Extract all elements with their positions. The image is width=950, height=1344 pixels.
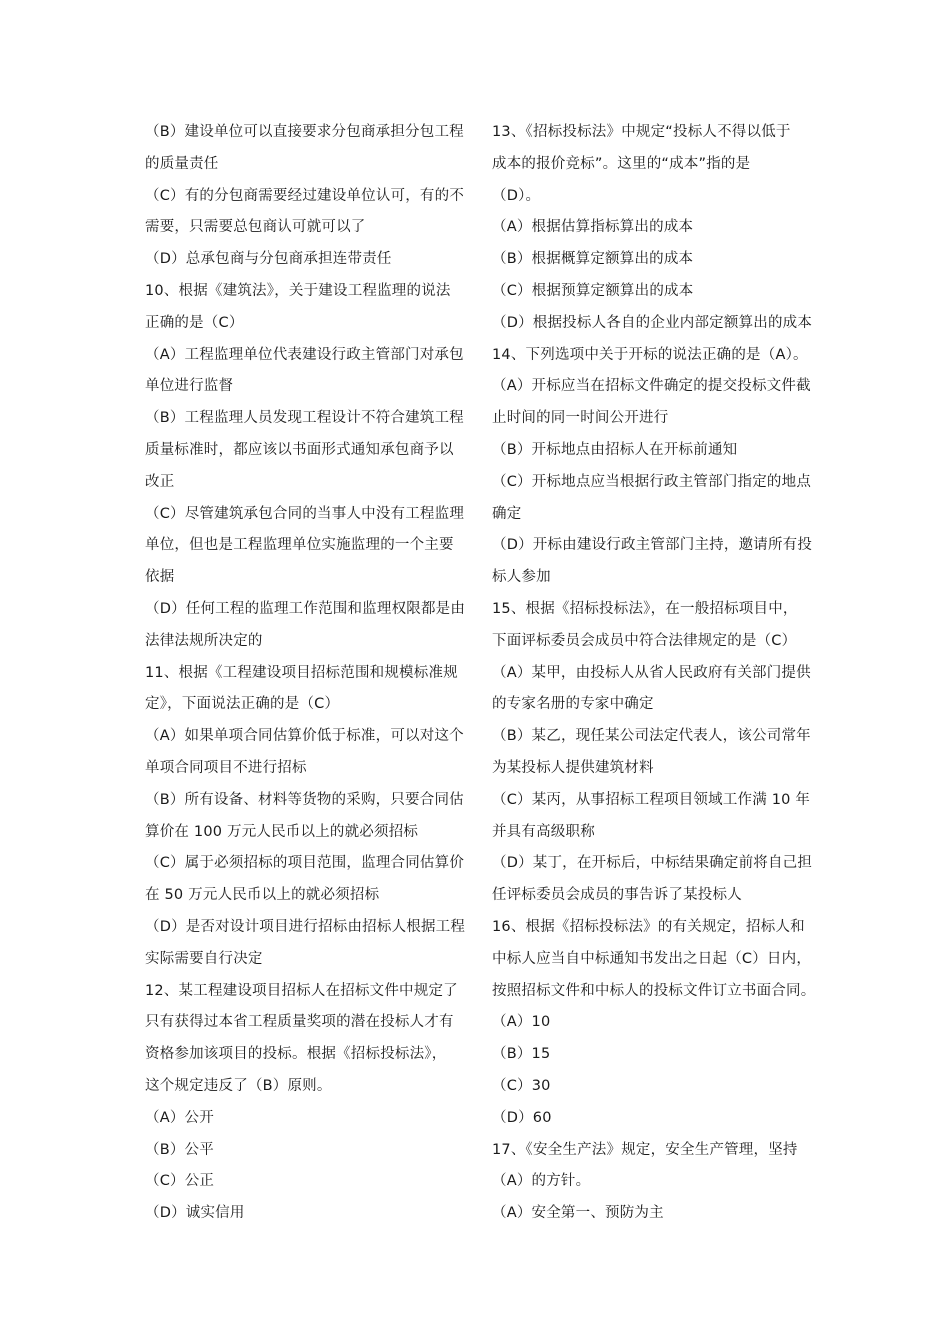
left-column-line: 的质量责任 <box>145 155 219 172</box>
right-column-line: （B）15 <box>492 1046 551 1063</box>
left-column-line: （B）所有设备、材料等货物的采购，只要合同估 <box>145 791 464 808</box>
left-column-line: （C）尽管建筑承包合同的当事人中没有工程监理 <box>145 505 465 522</box>
right-column-line: 止时间的同一时间公开进行 <box>492 410 669 427</box>
left-column-line: 单项合同项目不进行招标 <box>145 759 307 776</box>
left-column-line: （A）工程监理单位代表建设行政主管部门对承包 <box>145 346 464 363</box>
left-column-line: 11、根据《工程建设项目招标范围和规模标准规 <box>145 664 458 681</box>
left-column-line: （C）有的分包商需要经过建设单位认可，有的不 <box>145 187 465 204</box>
right-column-line: （D）某丁，在开标后，中标结果确定前将自己担 <box>492 855 813 872</box>
left-column-line: （D）诚实信用 <box>145 1205 245 1222</box>
right-column-line: 15、根据《招标投标法》，在一般招标项目中， <box>492 600 798 617</box>
left-column-line: 需要，只需要总包商认可就可以了 <box>145 219 366 236</box>
left-column-line: 定》，下面说法正确的是（C） <box>145 696 340 713</box>
right-column-line: （D）根据投标人各自的企业内部定额算出的成本 <box>492 314 813 331</box>
left-column-line: 资格参加该项目的投标。根据《招标投标法》， <box>145 1046 447 1063</box>
right-column-line: （C）某丙，从事招标工程项目领域工作满 10 年 <box>492 791 811 808</box>
left-column-line: （C）属于必须招标的项目范围，监理合同估算价 <box>145 855 465 872</box>
left-column-line: 依据 <box>145 569 175 586</box>
right-column-line: （B）根据概算定额算出的成本 <box>492 251 694 268</box>
left-column-line: 12、某工程建设项目招标人在招标文件中规定了 <box>145 982 458 999</box>
right-column-line: （A）根据估算指标算出的成本 <box>492 219 694 236</box>
right-column-line: （C）30 <box>492 1077 551 1094</box>
right-column-line: （A）安全第一、预防为主 <box>492 1205 664 1222</box>
left-column-line: 在 50 万元人民币以上的就必须招标 <box>145 887 380 904</box>
left-column-line: 单位进行监督 <box>145 378 234 395</box>
left-column-line: （A）如果单项合同估算价低于标准，可以对这个 <box>145 728 464 745</box>
left-column-line: （D）总承包商与分包商承担连带责任 <box>145 251 392 268</box>
right-column-line: 14、下列选项中关于开标的说法正确的是（A）。 <box>492 346 808 363</box>
right-column-line: 确定 <box>492 505 522 522</box>
right-column-line: 13、《招标投标法》中规定“投标人不得以低于 <box>492 124 791 140</box>
right-column-line: （D）开标由建设行政主管部门主持，邀请所有投 <box>492 537 813 554</box>
left-column-line: 只有获得过本省工程质量奖项的潜在投标人才有 <box>145 1014 454 1031</box>
left-column-line: 正确的是（C） <box>145 314 244 331</box>
left-column <box>145 117 465 1230</box>
left-column-line: 单位，但也是工程监理单位实施监理的一个主要 <box>145 537 454 554</box>
right-column-line: 中标人应当自中标通知书发出之日起（C）日内， <box>492 950 812 967</box>
right-column-line: 17、《安全生产法》规定，安全生产管理，坚持 <box>492 1141 798 1158</box>
left-column-line: 质量标准时，都应该以书面形式通知承包商予以 <box>145 441 454 458</box>
right-column <box>492 117 816 1230</box>
left-column-line: 法律法规所决定的 <box>145 632 263 649</box>
left-column-line: （D）任何工程的监理工作范围和监理权限都是由 <box>145 600 466 617</box>
right-column-line: （C）开标地点应当根据行政主管部门指定的地点 <box>492 473 812 490</box>
right-column-line: 按照招标文件和中标人的投标文件订立书面合同。 <box>492 982 816 999</box>
left-column-line: （B）工程监理人员发现工程设计不符合建筑工程 <box>145 410 464 427</box>
right-column-line: 标人参加 <box>492 569 551 586</box>
right-column-line: （D）。 <box>492 187 541 204</box>
right-column-line: （A）某甲，由投标人从省人民政府有关部门提供 <box>492 664 811 681</box>
left-column-line: （A）公开 <box>145 1109 214 1126</box>
left-column-line: （B）建设单位可以直接要求分包商承担分包工程 <box>145 124 464 140</box>
left-column-line: 实际需要自行决定 <box>145 950 263 967</box>
right-column-line: 并具有高级职称 <box>492 823 595 840</box>
right-column-line: 下面评标委员会成员中符合法律规定的是（C） <box>492 632 797 649</box>
right-column-line: （B）开标地点由招标人在开标前通知 <box>492 441 738 458</box>
right-column-line: 的专家名册的专家中确定 <box>492 696 654 713</box>
right-column-line: （A）的方针。 <box>492 1173 591 1190</box>
left-column-line: （D）是否对设计项目进行招标由招标人根据工程 <box>145 918 466 935</box>
right-column-line: （C）根据预算定额算出的成本 <box>492 282 694 299</box>
left-column-line: 算价在 100 万元人民币以上的就必须招标 <box>145 823 419 840</box>
left-column-line: （C）公正 <box>145 1173 215 1190</box>
right-column-line: 任评标委员会成员的事告诉了某投标人 <box>492 887 742 904</box>
right-column-line: （D）60 <box>492 1109 552 1126</box>
left-column-line: 改正 <box>145 473 175 490</box>
right-column-line: （B）某乙，现任某公司法定代表人，该公司常年 <box>492 728 811 745</box>
left-column-line: 10、根据《建筑法》，关于建设工程监理的说法 <box>145 282 451 299</box>
right-column-line: 成本的报价竞标”。这里的“成本”指的是 <box>492 155 751 172</box>
right-column-line: 16、根据《招标投标法》的有关规定，招标人和 <box>492 918 805 935</box>
right-column-line: （A）10 <box>492 1014 551 1031</box>
right-column-line: 为某投标人提供建筑材料 <box>492 759 654 776</box>
left-column-line: 这个规定违反了（B）原则。 <box>145 1077 332 1094</box>
left-column-line: （B）公平 <box>145 1141 214 1158</box>
right-column-line: （A）开标应当在招标文件确定的提交投标文件截 <box>492 378 811 395</box>
